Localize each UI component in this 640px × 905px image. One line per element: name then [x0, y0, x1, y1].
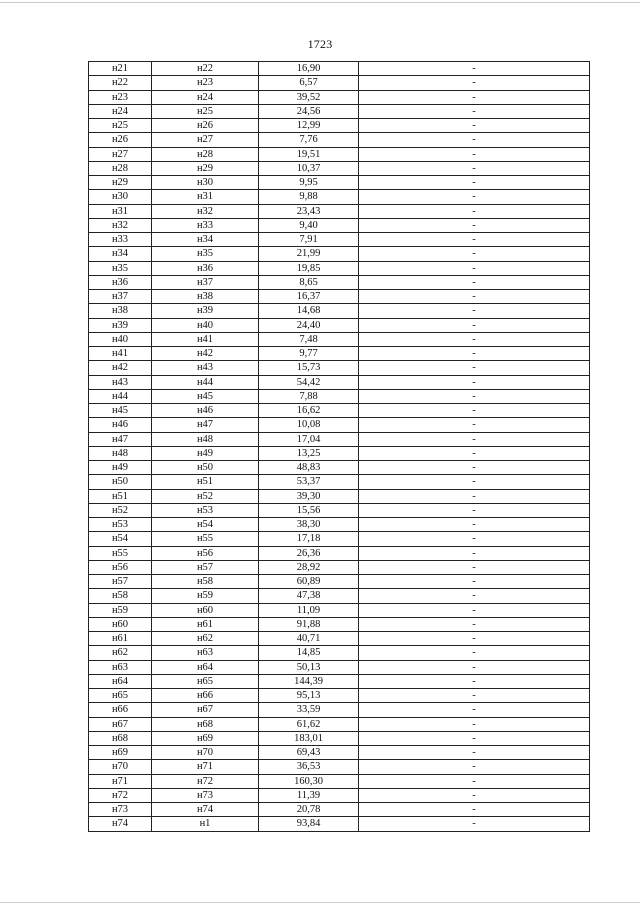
- note-cell: -: [359, 233, 590, 247]
- length-cell: 54,42: [259, 375, 359, 389]
- note-cell: -: [359, 760, 590, 774]
- table-row: [89, 817, 590, 831]
- start-point-cell: н65: [89, 689, 152, 703]
- length-cell: 36,53: [259, 760, 359, 774]
- boundary-segments-table: [88, 61, 590, 832]
- start-point-cell: н56: [89, 560, 152, 574]
- end-point-cell: н40: [152, 318, 259, 332]
- start-point-cell: н54: [89, 532, 152, 546]
- table-row: [89, 119, 590, 133]
- length-cell: 183,01: [259, 731, 359, 745]
- start-point-cell: н38: [89, 304, 152, 318]
- length-cell: 21,99: [259, 247, 359, 261]
- length-cell: 160,30: [259, 774, 359, 788]
- note-cell: -: [359, 461, 590, 475]
- table-row: [89, 375, 590, 389]
- table-row: [89, 418, 590, 432]
- note-cell: -: [359, 304, 590, 318]
- end-point-cell: н60: [152, 603, 259, 617]
- table-row: [89, 161, 590, 175]
- start-point-cell: н64: [89, 674, 152, 688]
- note-cell: -: [359, 119, 590, 133]
- table-row: [89, 803, 590, 817]
- note-cell: -: [359, 218, 590, 232]
- start-point-cell: н55: [89, 546, 152, 560]
- end-point-cell: н51: [152, 475, 259, 489]
- start-point-cell: н58: [89, 589, 152, 603]
- start-point-cell: н47: [89, 432, 152, 446]
- end-point-cell: н61: [152, 617, 259, 631]
- end-point-cell: н65: [152, 674, 259, 688]
- table-row: [89, 76, 590, 90]
- length-cell: 60,89: [259, 575, 359, 589]
- end-point-cell: н74: [152, 803, 259, 817]
- start-point-cell: н50: [89, 475, 152, 489]
- end-point-cell: н54: [152, 518, 259, 532]
- start-point-cell: н26: [89, 133, 152, 147]
- note-cell: -: [359, 788, 590, 802]
- note-cell: -: [359, 133, 590, 147]
- length-cell: 9,40: [259, 218, 359, 232]
- length-cell: 7,76: [259, 133, 359, 147]
- table-row: [89, 518, 590, 532]
- end-point-cell: н49: [152, 446, 259, 460]
- table-row: [89, 290, 590, 304]
- note-cell: -: [359, 446, 590, 460]
- end-point-cell: н30: [152, 176, 259, 190]
- end-point-cell: н69: [152, 731, 259, 745]
- table-row: [89, 489, 590, 503]
- table-row: [89, 247, 590, 261]
- start-point-cell: н29: [89, 176, 152, 190]
- note-cell: -: [359, 774, 590, 788]
- end-point-cell: н1: [152, 817, 259, 831]
- table-row: [89, 546, 590, 560]
- note-cell: -: [359, 62, 590, 76]
- note-cell: -: [359, 404, 590, 418]
- start-point-cell: н74: [89, 817, 152, 831]
- end-point-cell: н36: [152, 261, 259, 275]
- end-point-cell: н32: [152, 204, 259, 218]
- table-row: [89, 275, 590, 289]
- end-point-cell: н44: [152, 375, 259, 389]
- note-cell: -: [359, 176, 590, 190]
- length-cell: 24,56: [259, 104, 359, 118]
- start-point-cell: н22: [89, 76, 152, 90]
- note-cell: -: [359, 418, 590, 432]
- table-row: [89, 760, 590, 774]
- length-cell: 12,99: [259, 119, 359, 133]
- table-row: [89, 190, 590, 204]
- table-row: [89, 176, 590, 190]
- end-point-cell: н41: [152, 332, 259, 346]
- end-point-cell: н39: [152, 304, 259, 318]
- note-cell: -: [359, 632, 590, 646]
- start-point-cell: н33: [89, 233, 152, 247]
- length-cell: 47,38: [259, 589, 359, 603]
- end-point-cell: н58: [152, 575, 259, 589]
- table-row: [89, 589, 590, 603]
- start-point-cell: н40: [89, 332, 152, 346]
- table-row: [89, 147, 590, 161]
- length-cell: 10,08: [259, 418, 359, 432]
- length-cell: 20,78: [259, 803, 359, 817]
- start-point-cell: н27: [89, 147, 152, 161]
- note-cell: -: [359, 560, 590, 574]
- table-row: [89, 689, 590, 703]
- note-cell: -: [359, 489, 590, 503]
- note-cell: -: [359, 475, 590, 489]
- end-point-cell: н26: [152, 119, 259, 133]
- table-row: [89, 389, 590, 403]
- start-point-cell: н60: [89, 617, 152, 631]
- table-row: [89, 347, 590, 361]
- length-cell: 28,92: [259, 560, 359, 574]
- end-point-cell: н71: [152, 760, 259, 774]
- note-cell: -: [359, 689, 590, 703]
- note-cell: -: [359, 190, 590, 204]
- start-point-cell: н43: [89, 375, 152, 389]
- table-row: [89, 746, 590, 760]
- length-cell: 7,91: [259, 233, 359, 247]
- length-cell: 16,62: [259, 404, 359, 418]
- end-point-cell: н33: [152, 218, 259, 232]
- length-cell: 16,37: [259, 290, 359, 304]
- start-point-cell: н66: [89, 703, 152, 717]
- end-point-cell: н53: [152, 503, 259, 517]
- length-cell: 24,40: [259, 318, 359, 332]
- end-point-cell: н48: [152, 432, 259, 446]
- length-cell: 38,30: [259, 518, 359, 532]
- note-cell: -: [359, 318, 590, 332]
- start-point-cell: н73: [89, 803, 152, 817]
- end-point-cell: н73: [152, 788, 259, 802]
- end-point-cell: н46: [152, 404, 259, 418]
- end-point-cell: н28: [152, 147, 259, 161]
- end-point-cell: н43: [152, 361, 259, 375]
- table-row: [89, 432, 590, 446]
- length-cell: 11,39: [259, 788, 359, 802]
- end-point-cell: н72: [152, 774, 259, 788]
- end-point-cell: н24: [152, 90, 259, 104]
- table-row: [89, 774, 590, 788]
- note-cell: -: [359, 603, 590, 617]
- note-cell: -: [359, 432, 590, 446]
- end-point-cell: н67: [152, 703, 259, 717]
- start-point-cell: н30: [89, 190, 152, 204]
- length-cell: 13,25: [259, 446, 359, 460]
- length-cell: 19,51: [259, 147, 359, 161]
- end-point-cell: н59: [152, 589, 259, 603]
- note-cell: -: [359, 76, 590, 90]
- length-cell: 14,68: [259, 304, 359, 318]
- note-cell: -: [359, 746, 590, 760]
- end-point-cell: н55: [152, 532, 259, 546]
- table-row: [89, 703, 590, 717]
- table-row: [89, 717, 590, 731]
- note-cell: -: [359, 147, 590, 161]
- length-cell: 39,30: [259, 489, 359, 503]
- note-cell: -: [359, 532, 590, 546]
- length-cell: 9,77: [259, 347, 359, 361]
- end-point-cell: н37: [152, 275, 259, 289]
- table-row: [89, 632, 590, 646]
- end-point-cell: н25: [152, 104, 259, 118]
- table-row: [89, 361, 590, 375]
- table-row: [89, 304, 590, 318]
- scan-edge-bottom: [0, 902, 640, 903]
- start-point-cell: н41: [89, 347, 152, 361]
- end-point-cell: н63: [152, 646, 259, 660]
- note-cell: -: [359, 261, 590, 275]
- length-cell: 61,62: [259, 717, 359, 731]
- start-point-cell: н21: [89, 62, 152, 76]
- end-point-cell: н22: [152, 62, 259, 76]
- table-row: [89, 475, 590, 489]
- table-row: [89, 332, 590, 346]
- page-number: 1723: [307, 37, 333, 51]
- note-cell: -: [359, 575, 590, 589]
- start-point-cell: н25: [89, 119, 152, 133]
- length-cell: 9,88: [259, 190, 359, 204]
- start-point-cell: н28: [89, 161, 152, 175]
- note-cell: -: [359, 646, 590, 660]
- length-cell: 91,88: [259, 617, 359, 631]
- length-cell: 10,37: [259, 161, 359, 175]
- table-row: [89, 133, 590, 147]
- end-point-cell: н47: [152, 418, 259, 432]
- table-body: [89, 62, 590, 832]
- end-point-cell: н50: [152, 461, 259, 475]
- note-cell: -: [359, 104, 590, 118]
- start-point-cell: н53: [89, 518, 152, 532]
- length-cell: 17,04: [259, 432, 359, 446]
- end-point-cell: н70: [152, 746, 259, 760]
- note-cell: -: [359, 717, 590, 731]
- note-cell: -: [359, 803, 590, 817]
- table-row: [89, 318, 590, 332]
- table-row: [89, 204, 590, 218]
- start-point-cell: н31: [89, 204, 152, 218]
- length-cell: 39,52: [259, 90, 359, 104]
- length-cell: 53,37: [259, 475, 359, 489]
- end-point-cell: н57: [152, 560, 259, 574]
- start-point-cell: н52: [89, 503, 152, 517]
- length-cell: 40,71: [259, 632, 359, 646]
- table-row: [89, 646, 590, 660]
- start-point-cell: н24: [89, 104, 152, 118]
- table-row: [89, 90, 590, 104]
- start-point-cell: н68: [89, 731, 152, 745]
- length-cell: 19,85: [259, 261, 359, 275]
- table-row: [89, 532, 590, 546]
- start-point-cell: н44: [89, 389, 152, 403]
- end-point-cell: н42: [152, 347, 259, 361]
- table-row: [89, 731, 590, 745]
- start-point-cell: н36: [89, 275, 152, 289]
- length-cell: 23,43: [259, 204, 359, 218]
- end-point-cell: н64: [152, 660, 259, 674]
- table-row: [89, 261, 590, 275]
- start-point-cell: н45: [89, 404, 152, 418]
- table-row: [89, 788, 590, 802]
- note-cell: -: [359, 347, 590, 361]
- note-cell: -: [359, 589, 590, 603]
- note-cell: -: [359, 389, 590, 403]
- length-cell: 6,57: [259, 76, 359, 90]
- start-point-cell: н23: [89, 90, 152, 104]
- end-point-cell: н38: [152, 290, 259, 304]
- end-point-cell: н31: [152, 190, 259, 204]
- length-cell: 16,90: [259, 62, 359, 76]
- note-cell: -: [359, 518, 590, 532]
- start-point-cell: н72: [89, 788, 152, 802]
- end-point-cell: н68: [152, 717, 259, 731]
- length-cell: 144,39: [259, 674, 359, 688]
- end-point-cell: н29: [152, 161, 259, 175]
- length-cell: 7,48: [259, 332, 359, 346]
- start-point-cell: н51: [89, 489, 152, 503]
- table-row: [89, 461, 590, 475]
- length-cell: 14,85: [259, 646, 359, 660]
- note-cell: -: [359, 375, 590, 389]
- start-point-cell: н69: [89, 746, 152, 760]
- end-point-cell: н56: [152, 546, 259, 560]
- end-point-cell: н66: [152, 689, 259, 703]
- length-cell: 15,56: [259, 503, 359, 517]
- table-row: [89, 233, 590, 247]
- start-point-cell: н42: [89, 361, 152, 375]
- start-point-cell: н37: [89, 290, 152, 304]
- length-cell: 15,73: [259, 361, 359, 375]
- table-row: [89, 575, 590, 589]
- length-cell: 48,83: [259, 461, 359, 475]
- note-cell: -: [359, 247, 590, 261]
- start-point-cell: н62: [89, 646, 152, 660]
- start-point-cell: н70: [89, 760, 152, 774]
- end-point-cell: н45: [152, 389, 259, 403]
- start-point-cell: н57: [89, 575, 152, 589]
- scan-edge-top: [0, 2, 640, 3]
- note-cell: -: [359, 817, 590, 831]
- note-cell: -: [359, 674, 590, 688]
- note-cell: -: [359, 503, 590, 517]
- length-cell: 7,88: [259, 389, 359, 403]
- length-cell: 50,13: [259, 660, 359, 674]
- table-row: [89, 617, 590, 631]
- start-point-cell: н61: [89, 632, 152, 646]
- start-point-cell: н32: [89, 218, 152, 232]
- note-cell: -: [359, 703, 590, 717]
- note-cell: -: [359, 617, 590, 631]
- end-point-cell: н27: [152, 133, 259, 147]
- note-cell: -: [359, 161, 590, 175]
- start-point-cell: н39: [89, 318, 152, 332]
- length-cell: 33,59: [259, 703, 359, 717]
- length-cell: 26,36: [259, 546, 359, 560]
- table-row: [89, 446, 590, 460]
- end-point-cell: н34: [152, 233, 259, 247]
- start-point-cell: н67: [89, 717, 152, 731]
- note-cell: -: [359, 361, 590, 375]
- table-row: [89, 603, 590, 617]
- table-row: [89, 404, 590, 418]
- note-cell: -: [359, 660, 590, 674]
- table-row: [89, 660, 590, 674]
- length-cell: 9,95: [259, 176, 359, 190]
- start-point-cell: н71: [89, 774, 152, 788]
- table-row: [89, 503, 590, 517]
- end-point-cell: н23: [152, 76, 259, 90]
- table-row: [89, 62, 590, 76]
- start-point-cell: н48: [89, 446, 152, 460]
- table-row: [89, 104, 590, 118]
- start-point-cell: н59: [89, 603, 152, 617]
- end-point-cell: н62: [152, 632, 259, 646]
- end-point-cell: н35: [152, 247, 259, 261]
- table-row: [89, 674, 590, 688]
- length-cell: 17,18: [259, 532, 359, 546]
- start-point-cell: н34: [89, 247, 152, 261]
- start-point-cell: н63: [89, 660, 152, 674]
- note-cell: -: [359, 332, 590, 346]
- note-cell: -: [359, 90, 590, 104]
- table-row: [89, 218, 590, 232]
- length-cell: 95,13: [259, 689, 359, 703]
- note-cell: -: [359, 731, 590, 745]
- note-cell: -: [359, 275, 590, 289]
- note-cell: -: [359, 204, 590, 218]
- note-cell: -: [359, 546, 590, 560]
- length-cell: 8,65: [259, 275, 359, 289]
- end-point-cell: н52: [152, 489, 259, 503]
- note-cell: -: [359, 290, 590, 304]
- length-cell: 69,43: [259, 746, 359, 760]
- start-point-cell: н46: [89, 418, 152, 432]
- start-point-cell: н35: [89, 261, 152, 275]
- start-point-cell: н49: [89, 461, 152, 475]
- length-cell: 93,84: [259, 817, 359, 831]
- table-row: [89, 560, 590, 574]
- length-cell: 11,09: [259, 603, 359, 617]
